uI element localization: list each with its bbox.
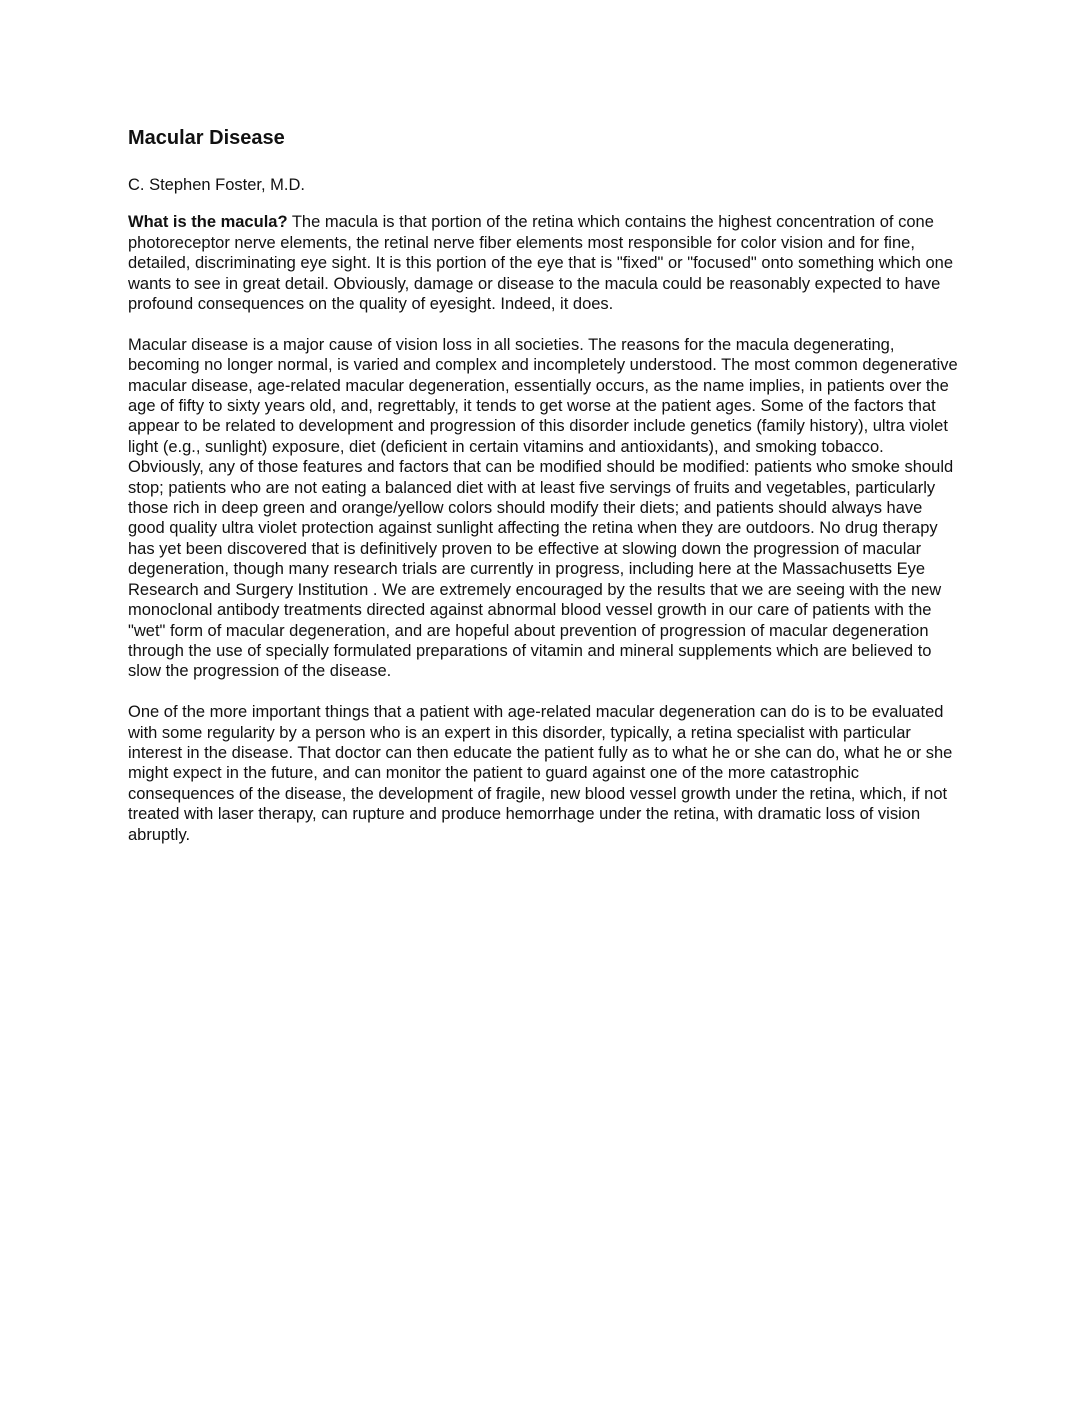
paragraph-macular-disease: Macular disease is a major cause of vision loss in all societies. The reasons for the macula degenerating, becoming no longer normal, is varied and complex and incompletely understood. The most common degenerative macular disease, age-related macular degeneration, essentially occurs, as the name implies, in patients over the age of fifty to sixty years old, and, regrettably, it tends to get worse at the patient ages. Some of the factors that appear to be related to development and progression of this disorder include genetics (family history), ultra violet light (e.g., sunlight) exposure, diet (deficient in certain vitamins and antioxidants), and smoking tobacco. Obviously, any of those features and factors that can be modified should be modified: patients who smoke should stop; patients who are not eating a balanced diet with at least five servings of fruits and vegetables, particularly those rich in deep green and orange/yellow colors should modify their diets; and patients should always have good quality ultra violet protection against sunlight affecting the retina when they are outdoors. No drug therapy has yet been discovered that is definitively proven to be effective at slowing down the progression of macular degeneration, though many research trials are currently in progress, including here at the Massachusetts Eye Research and Surgery Institution . We are extremely encouraged by the results that we are seeing with the new monoclonal antibody treatments directed against abnormal blood vessel growth in our care of patients with the "wet" form of macular degeneration, and are hopeful about prevention of progression of macular degeneration through the use of specially formulated preparations of vitamin and mineral supplements which are believed to slow the progression of the disease. [128,335,958,681]
paragraph-what-is-macula [128,212,958,314]
document-page [128,124,958,865]
author-line: C. Stephen Foster, M.D. [128,176,305,194]
document-title: Macular Disease [128,127,285,149]
paragraph-body: The macula is that portion of the retina which contains the highest concentration of cone photoreceptor nerve elements, the retinal nerve fiber elements most responsible for color vision and for fine, detailed, discriminating eye sight. It is this portion of the eye that is "fixed" or "focused" onto something which one wants to see in great detail. Obviously, damage or disease to the macula could be reasonably expected to have profound consequences on the quality of eyesight. Indeed, it does. [128,213,954,314]
paragraph-lead-heading: What is the macula? [128,213,288,232]
paragraph-patient-evaluation: One of the more important things that a patient with age-related macular degeneration can do is to be evaluated with some regularity by a person who is an expert in this disorder, typically, a retina specialist with particular interest in the disease. That doctor can then educate the patient fully as to what he or she can do, what he or she might expect in the future, and can monitor the patient to guard against one of the more catastrophic consequences of the disease, the development of fragile, new blood vessel growth under the retina, which, if not treated with laser therapy, can rupture and produce hemorrhage under the retina, with dramatic loss of vision abruptly. [128,703,953,844]
